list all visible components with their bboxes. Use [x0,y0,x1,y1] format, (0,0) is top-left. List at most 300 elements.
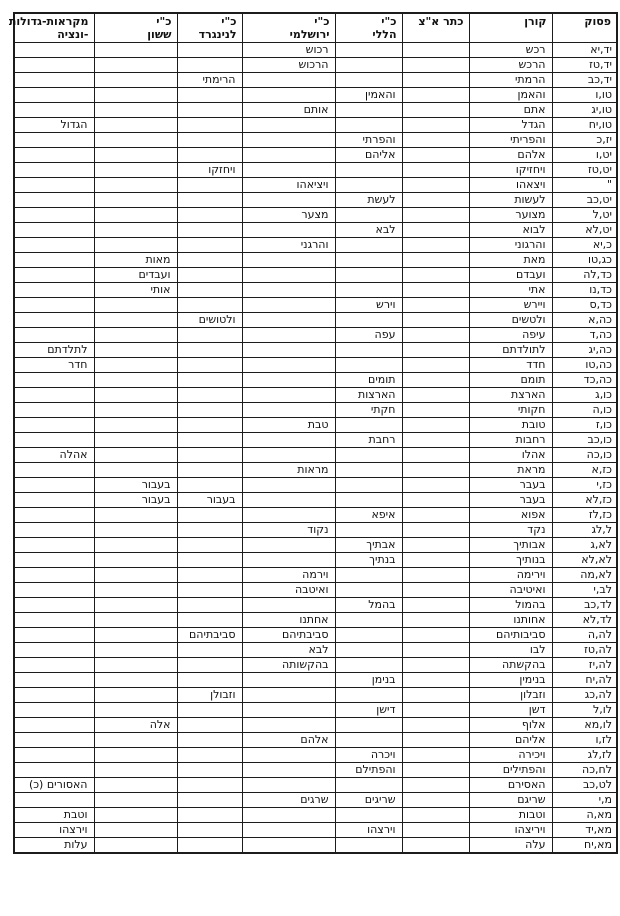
cell-hilleli [335,463,402,478]
cell-mikraot: חדר [14,358,94,373]
cell-mikraot [14,493,94,508]
cell-leningrad [177,673,242,688]
cell-keter [402,58,469,73]
cell-mikraot [14,373,94,388]
cell-hilleli [335,283,402,298]
table-row [14,43,617,58]
table-row [14,268,617,283]
cell-pasuk: כז,י [552,478,617,493]
cell-hilleli: אבתיך [335,538,402,553]
table-row [14,568,617,583]
cell-keter [402,148,469,163]
table-row [14,328,617,343]
table-row [14,193,617,208]
cell-mikraot [14,793,94,808]
table-row [14,763,617,778]
cell-koren: חדד [469,358,552,373]
cell-sasson [94,88,177,103]
cell-koren: לבו [469,643,552,658]
cell-leningrad [177,88,242,103]
table-row [14,733,617,748]
cell-keter [402,673,469,688]
cell-yerushalmi: אחתנו [242,613,335,628]
cell-sasson [94,193,177,208]
cell-keter [402,658,469,673]
cell-hilleli: בנתיך [335,553,402,568]
cell-sasson [94,553,177,568]
cell-leningrad [177,103,242,118]
cell-hilleli: תומים [335,373,402,388]
cell-mikraot [14,268,94,283]
cell-leningrad [177,553,242,568]
cell-leningrad [177,463,242,478]
cell-leningrad [177,778,242,793]
cell-keter [402,448,469,463]
cell-pasuk: לא,לא [552,553,617,568]
cell-leningrad [177,763,242,778]
cell-koren: סביבותיהם [469,628,552,643]
cell-mikraot [14,43,94,58]
table-row [14,673,617,688]
cell-mikraot: הגדול [14,118,94,133]
cell-pasuk: כו,כב [552,433,617,448]
cell-leningrad [177,733,242,748]
cell-keter [402,103,469,118]
table-row [14,103,617,118]
cell-hilleli [335,58,402,73]
cell-koren: אתם [469,103,552,118]
cell-yerushalmi [242,493,335,508]
table-row [14,808,617,823]
cell-keter [402,373,469,388]
cell-yerushalmi: אותם [242,103,335,118]
cell-sasson [94,433,177,448]
cell-pasuk: יד,יא [552,43,617,58]
cell-keter [402,523,469,538]
table-row [14,418,617,433]
cell-sasson [94,598,177,613]
cell-mikraot [14,583,94,598]
cell-leningrad [177,613,242,628]
cell-sasson [94,313,177,328]
table-row [14,823,617,838]
cell-koren: והאמן [469,88,552,103]
cell-hilleli [335,418,402,433]
column-header-sasson [94,13,177,43]
cell-sasson [94,793,177,808]
cell-leningrad [177,523,242,538]
cell-leningrad [177,358,242,373]
cell-mikraot [14,148,94,163]
cell-pasuk: כה,כד [552,373,617,388]
cell-yerushalmi [242,88,335,103]
cell-keter [402,208,469,223]
cell-keter [402,163,469,178]
cell-yerushalmi: ואיטבה [242,583,335,598]
cell-keter [402,553,469,568]
cell-yerushalmi [242,118,335,133]
cell-hilleli: רחבת [335,433,402,448]
cell-mikraot [14,73,94,88]
cell-keter [402,328,469,343]
cell-hilleli: שריגים [335,793,402,808]
cell-sasson [94,613,177,628]
cell-pasuk: טו,יג [552,103,617,118]
cell-keter [402,778,469,793]
cell-pasuk: לז,ו [552,733,617,748]
table-row [14,538,617,553]
cell-mikraot [14,388,94,403]
cell-koren: ויירש [469,298,552,313]
cell-keter [402,268,469,283]
cell-yerushalmi [242,478,335,493]
cell-hilleli [335,448,402,463]
cell-koren: אבותיך [469,538,552,553]
table-row [14,148,617,163]
cell-sasson [94,178,177,193]
cell-yerushalmi [242,448,335,463]
cell-pasuk: ל,לג [552,523,617,538]
cell-hilleli [335,808,402,823]
cell-sasson [94,523,177,538]
cell-koren: ועבדם [469,268,552,283]
cell-keter [402,733,469,748]
cell-leningrad [177,343,242,358]
cell-yerushalmi: שרגים [242,793,335,808]
cell-yerushalmi: ויציאהו [242,178,335,193]
cell-koren: בנימין [469,673,552,688]
table-row [14,88,617,103]
cell-sasson [94,823,177,838]
cell-keter [402,538,469,553]
cell-pasuk: טו,יח [552,118,617,133]
table-row [14,373,617,388]
cell-pasuk: כה,ד [552,328,617,343]
cell-leningrad: ולטושים [177,313,242,328]
column-header-pasuk-line1: פסוק [584,15,611,28]
cell-pasuk: כה,א [552,313,617,328]
cell-mikraot [14,328,94,343]
cell-koren: מאת [469,253,552,268]
cell-yerushalmi [242,313,335,328]
cell-leningrad: ויחזקו [177,163,242,178]
cell-keter [402,418,469,433]
table-row [14,658,617,673]
cell-leningrad [177,598,242,613]
cell-sasson [94,133,177,148]
table-row [14,553,617,568]
cell-hilleli: וירצהו [335,823,402,838]
cell-keter [402,463,469,478]
cell-keter [402,763,469,778]
cell-leningrad [177,658,242,673]
column-header-pasuk-line2 [555,28,612,41]
cell-leningrad [177,133,242,148]
cell-pasuk: כז,א [552,463,617,478]
cell-hilleli [335,163,402,178]
cell-mikraot [14,718,94,733]
cell-yerushalmi [242,358,335,373]
cell-yerushalmi [242,823,335,838]
cell-mikraot [14,643,94,658]
cell-leningrad [177,433,242,448]
cell-leningrad: בעבור [177,493,242,508]
cell-hilleli [335,178,402,193]
cell-koren: טובת [469,418,552,433]
cell-sasson [94,148,177,163]
cell-sasson [94,763,177,778]
cell-yerushalmi [242,538,335,553]
cell-keter [402,508,469,523]
cell-leningrad [177,283,242,298]
cell-yerushalmi [242,298,335,313]
cell-sasson [94,703,177,718]
cell-yerushalmi [242,763,335,778]
table-row [14,838,617,854]
cell-keter [402,358,469,373]
cell-pasuk: לה,ה [552,628,617,643]
cell-mikraot [14,223,94,238]
cell-pasuk: " [552,178,617,193]
cell-koren: שריגם [469,793,552,808]
table-row [14,448,617,463]
column-header-leningrad-line2: לנינגרד [198,28,237,41]
cell-hilleli: והפתילם [335,763,402,778]
cell-hilleli: בהמל [335,598,402,613]
cell-mikraot [14,253,94,268]
cell-pasuk: יד,כב [552,73,617,88]
table-row [14,58,617,73]
cell-hilleli [335,358,402,373]
cell-yerushalmi [242,283,335,298]
table-row [14,433,617,448]
header-row [14,13,617,43]
cell-leningrad: הרימתי [177,73,242,88]
cell-sasson [94,58,177,73]
cell-keter [402,223,469,238]
cell-yerushalmi: אלהם [242,733,335,748]
cell-mikraot [14,703,94,718]
cell-yerushalmi [242,133,335,148]
cell-yerushalmi [242,703,335,718]
cell-mikraot [14,628,94,643]
table-row [14,238,617,253]
cell-yerushalmi: מראות [242,463,335,478]
column-header-koren-line2 [472,28,547,41]
cell-sasson [94,673,177,688]
cell-yerushalmi: לבא [242,643,335,658]
column-header-mikraot [8,13,94,43]
cell-pasuk: לא,מה [552,568,617,583]
cell-pasuk: לב,י [552,583,617,598]
cell-pasuk: כו,ג [552,388,617,403]
cell-koren: עלה [469,838,552,854]
column-header-hilleli-line2: הללי [372,28,397,41]
cell-mikraot: עלות [14,838,94,854]
cell-yerushalmi [242,553,335,568]
cell-mikraot [14,688,94,703]
cell-koren: אלוף [469,718,552,733]
cell-mikraot [14,298,94,313]
cell-keter [402,238,469,253]
cell-leningrad [177,328,242,343]
table-header [8,13,617,43]
cell-sasson [94,73,177,88]
cell-keter [402,43,469,58]
cell-keter [402,133,469,148]
column-header-hilleli [335,13,402,43]
table-row [14,688,617,703]
table-row [14,478,617,493]
cell-sasson [94,538,177,553]
table-row [14,208,617,223]
column-header-keter [402,13,469,43]
cell-koren: אפוא [469,508,552,523]
cell-sasson [94,508,177,523]
cell-leningrad [177,388,242,403]
column-header-pasuk [552,13,617,43]
cell-koren: אתי [469,283,552,298]
cell-yerushalmi [242,343,335,358]
cell-koren: ויריצהו [469,823,552,838]
cell-sasson: אותי [94,283,177,298]
cell-hilleli: הארצות [335,388,402,403]
cell-sasson [94,403,177,418]
cell-mikraot [14,433,94,448]
table-row [14,778,617,793]
cell-yerushalmi [242,433,335,448]
cell-leningrad [177,43,242,58]
cell-mikraot: לתלדתם [14,343,94,358]
cell-keter [402,118,469,133]
cell-keter [402,388,469,403]
cell-keter [402,613,469,628]
cell-leningrad [177,748,242,763]
table-row [14,703,617,718]
cell-yerushalmi [242,163,335,178]
cell-hilleli: חקתי [335,403,402,418]
cell-sasson [94,223,177,238]
table-row [14,343,617,358]
table-row [14,118,617,133]
column-header-yerushalmi-line2: ירושלמי [289,28,330,41]
cell-sasson: מאות [94,253,177,268]
table-row [14,163,617,178]
cell-yerushalmi: טבת [242,418,335,433]
cell-koren: רכש [469,43,552,58]
cell-pasuk: לו,ל [552,703,617,718]
cell-mikraot: אהלה [14,448,94,463]
cell-yerushalmi: נקוד [242,523,335,538]
cell-koren: חקותי [469,403,552,418]
cell-mikraot [14,418,94,433]
cell-mikraot [14,58,94,73]
cell-hilleli [335,118,402,133]
cell-leningrad [177,223,242,238]
cell-leningrad [177,208,242,223]
column-header-sasson-line1: כ"י [156,15,172,28]
cell-hilleli: והאמין [335,88,402,103]
cell-sasson [94,658,177,673]
cell-hilleli [335,238,402,253]
cell-yerushalmi: וירמה [242,568,335,583]
table-row [14,463,617,478]
cell-koren: הרמתי [469,73,552,88]
cell-pasuk: טו,ו [552,88,617,103]
cell-hilleli [335,253,402,268]
cell-hilleli [335,343,402,358]
cell-keter [402,688,469,703]
cell-koren: תומם [469,373,552,388]
cell-pasuk: כו,ז [552,418,617,433]
cell-keter [402,568,469,583]
cell-pasuk: כד,ס [552,298,617,313]
cell-mikraot [14,658,94,673]
cell-sasson [94,208,177,223]
cell-hilleli: לבא [335,223,402,238]
cell-leningrad [177,718,242,733]
cell-koren: ולטשים [469,313,552,328]
cell-sasson [94,163,177,178]
cell-leningrad [177,538,242,553]
cell-koren: בנותיך [469,553,552,568]
cell-hilleli [335,568,402,583]
cell-sasson: ועבדים [94,268,177,283]
cell-keter [402,283,469,298]
cell-koren: וירימה [469,568,552,583]
cell-yerushalmi [242,508,335,523]
cell-yerushalmi [242,748,335,763]
cell-koren: אלהם [469,148,552,163]
cell-leningrad [177,808,242,823]
cell-pasuk: לו,מא [552,718,617,733]
table-row [14,508,617,523]
cell-mikraot [14,178,94,193]
cell-mikraot [14,538,94,553]
cell-pasuk: כו,ה [552,403,617,418]
cell-pasuk: לה,יז [552,658,617,673]
cell-hilleli: וירש [335,298,402,313]
cell-yerushalmi: מצער [242,208,335,223]
column-header-keter-line1: כתר א"צ [418,15,464,28]
cell-leningrad [177,703,242,718]
table-row [14,643,617,658]
cell-leningrad [177,268,242,283]
cell-keter [402,748,469,763]
cell-yerushalmi [242,778,335,793]
cell-pasuk: לז,לג [552,748,617,763]
cell-koren: לבוא [469,223,552,238]
cell-keter [402,433,469,448]
cell-hilleli [335,493,402,508]
cell-yerushalmi [242,673,335,688]
cell-pasuk: כה,יג [552,343,617,358]
cell-koren: נקד [469,523,552,538]
cell-mikraot [14,103,94,118]
cell-keter [402,88,469,103]
table-row [14,718,617,733]
cell-koren: לעשות [469,193,552,208]
cell-yerushalmi [242,403,335,418]
cell-mikraot [14,523,94,538]
cell-hilleli: דישן [335,703,402,718]
column-header-sasson-line2: ששון [147,28,172,41]
cell-leningrad [177,643,242,658]
column-header-leningrad [177,13,242,43]
cell-hilleli: איפא [335,508,402,523]
cell-hilleli [335,658,402,673]
table-row [14,793,617,808]
